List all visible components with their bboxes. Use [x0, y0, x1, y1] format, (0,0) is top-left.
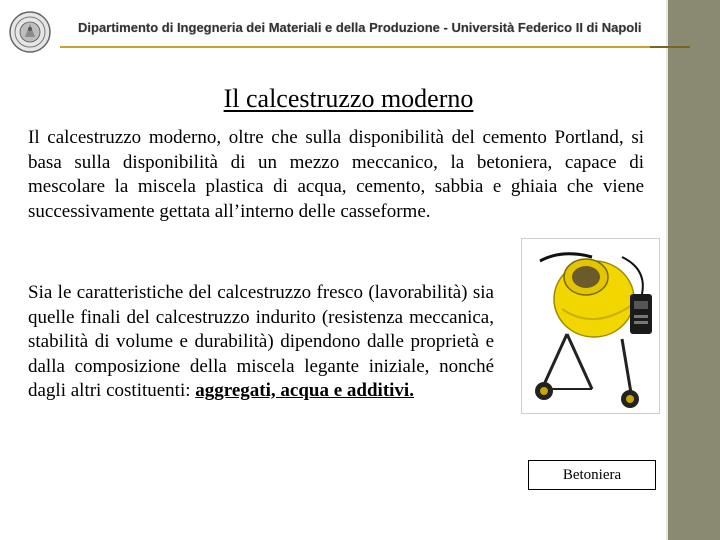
constituents-emphasis: aggregati, acqua e additivi. [195, 380, 414, 401]
decorative-side-bar [666, 0, 720, 540]
slide-title-text: Il calcestruzzo moderno [223, 84, 474, 113]
paragraph-intro: Il calcestruzzo moderno, oltre che sulla disponibilità del cemento Portland, si basa sulla disponibilità di un mezzo meccanico, la betoniera, capace di mescolare la miscela plastica di acqua, cemento, sabbia e ghiaia che viene successivamente gettata all’interno delle casseforme. [28, 127, 644, 222]
figure-caption: Betoniera [528, 460, 656, 490]
institution-header: Dipartimento di Ingegneria dei Materiali e della Produzione - Università Federico II di Napoli [78, 20, 642, 35]
paragraph-properties-text: Sia le caratteristiche del calcestruzzo fresco (lavorabilità) sia quelle finali del calcestruzzo indurito (resistenza meccanica, stabilità di volume e durabilità) dipendono dalle proprietà e dalla composizione della miscela legante iniziale, nonché dagli altri costituenti: [28, 282, 494, 401]
university-seal-icon [8, 10, 52, 54]
paragraph-properties [28, 281, 494, 404]
slide-title [0, 84, 697, 114]
cement-mixer-photo [521, 238, 660, 414]
header-rule [60, 46, 690, 48]
side-bar-edge [666, 0, 668, 540]
cement-mixer-icon [522, 239, 659, 413]
header-rule-accent [650, 46, 690, 48]
